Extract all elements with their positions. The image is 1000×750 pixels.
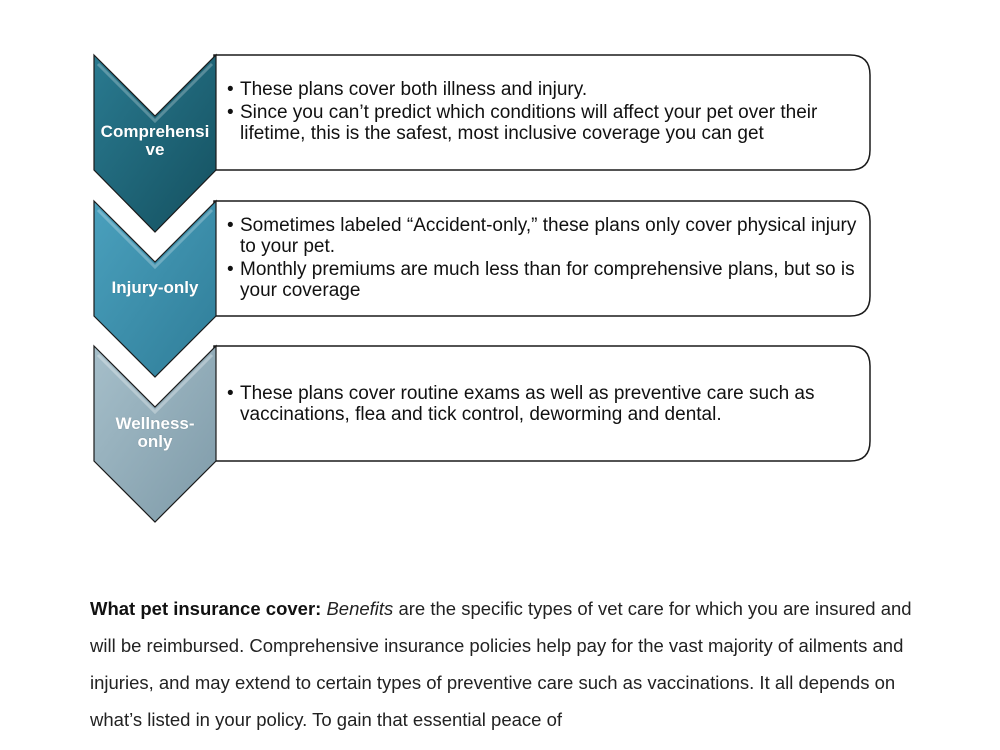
bullet-item: • These plans cover both illness and injury.: [240, 79, 860, 100]
chevron-label-wellness: [100, 415, 210, 451]
bullet-item: • Monthly premiums are much less than for comprehensive plans, but so is your coverage: [240, 259, 860, 301]
paragraph-emphasis: Benefits: [326, 598, 394, 619]
chevron-label-comprehensive: [94, 123, 216, 159]
bullet-list: [240, 79, 860, 146]
bullet-box-comprehensive: [214, 55, 870, 170]
paragraph-text: are the specific types of vet care for which you are insured and will be reimbursed. Comprehensive insurance policies help pay for the vast majority of ailments and injuries, and may extend to certain types of preventive care such as vaccinations. It all depends on what’s listed in your policy. To gain that essential peace of: [90, 598, 912, 730]
chevron-label-text: Comprehensi ve: [100, 122, 210, 159]
bullet-list: [240, 383, 860, 427]
bullet-item: • Since you can’t predict which conditions will affect your pet over their lifetime, this is the safest, most inclusive coverage you can get: [240, 102, 860, 144]
bullet-item: • These plans cover routine exams as well as preventive care such as vaccinations, flea and tick control, deworming and dental.: [240, 383, 860, 425]
chevron-label-text: Wellness-only: [115, 414, 195, 451]
bullet-list: [240, 215, 860, 303]
chevron-label-text: Injury-only: [111, 278, 199, 297]
bullet-box-wellness: [214, 346, 870, 461]
paragraph-heading: What pet insurance cover:: [90, 598, 322, 619]
bullet-item: • Sometimes labeled “Accident-only,” these plans only cover physical injury to your pet.: [240, 215, 860, 257]
chevron-label-injury: [94, 279, 216, 297]
bullet-box-injury: [214, 201, 870, 316]
coverage-paragraph: [90, 590, 920, 738]
